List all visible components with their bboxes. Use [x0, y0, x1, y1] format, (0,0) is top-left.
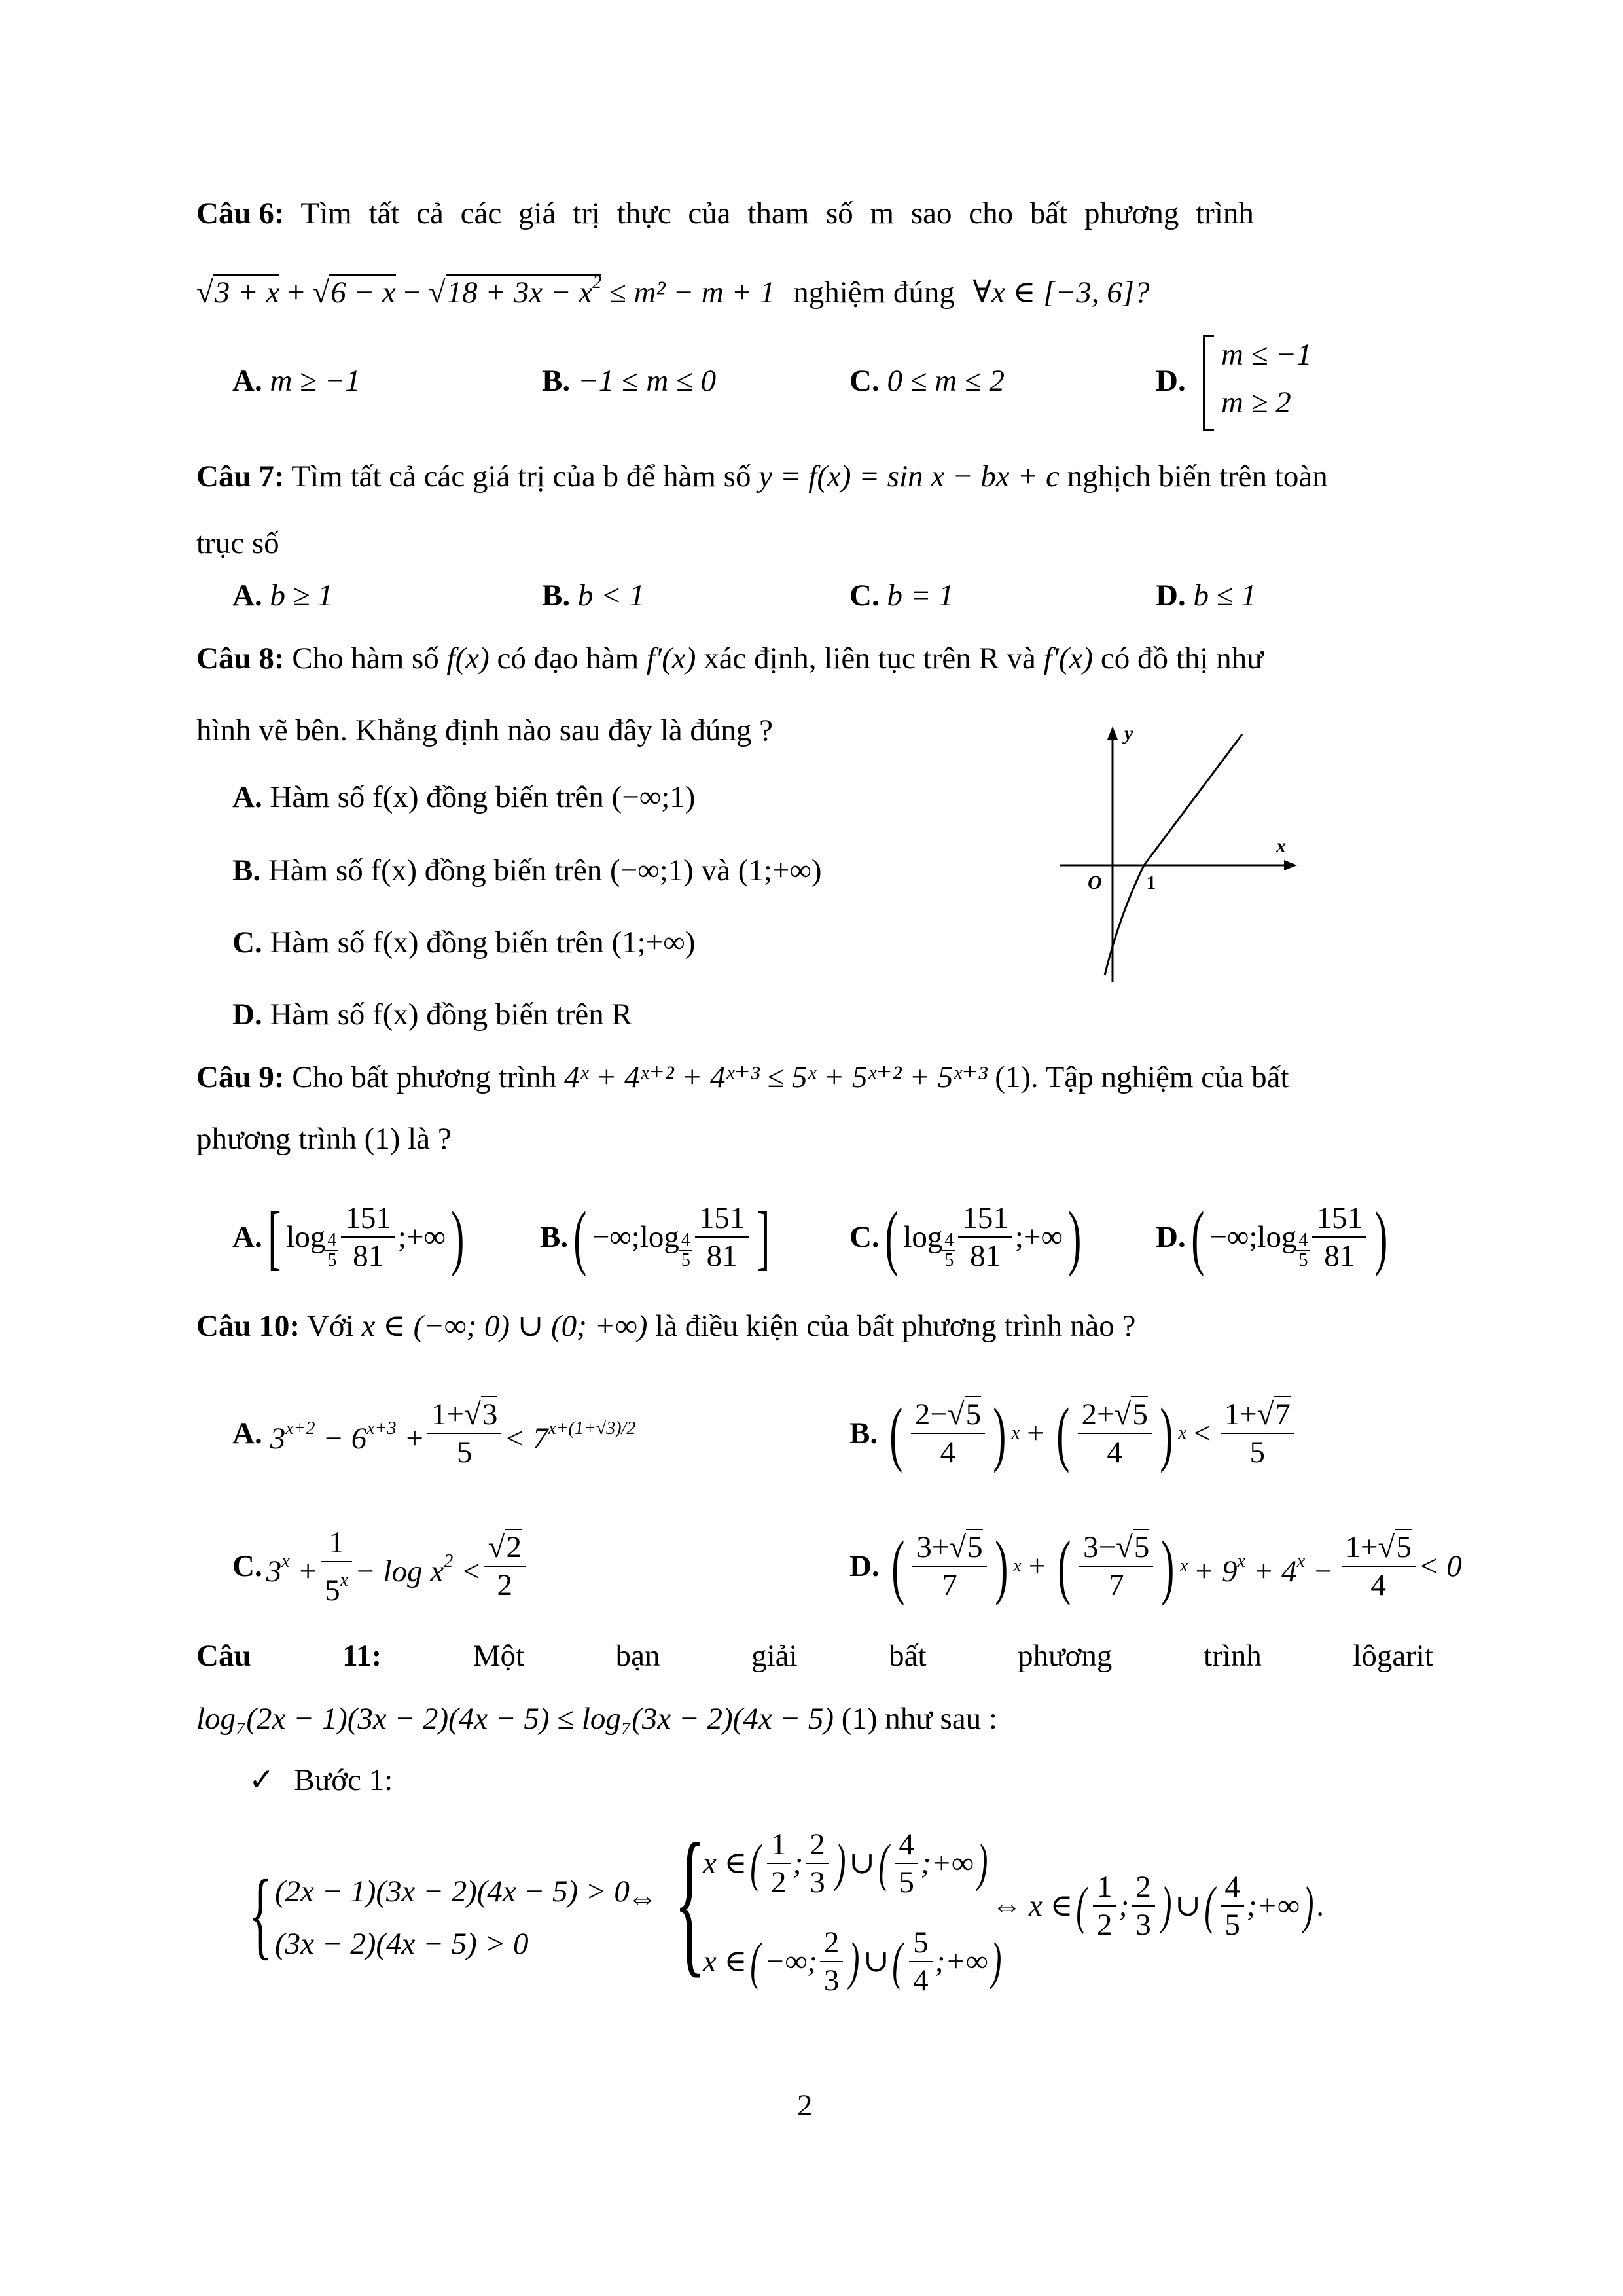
graph-tick-label: 1	[1147, 873, 1156, 893]
q6-sqrt-b: 6 − x	[330, 276, 396, 310]
q6-tail: nghiệm đúng	[793, 276, 955, 310]
q8-option-b: B. Hàm số f(x) đồng biến trên (−∞;1) và (1;+∞)	[232, 853, 822, 888]
graph-x-label: x	[1276, 835, 1286, 857]
q7-line2: trục số	[196, 526, 279, 560]
q6-line1	[196, 194, 1254, 233]
q11-system-2: { x ∈ ( $\frac{1}{2}$ ; $\frac{2}{3}$ ) ∪ ( $\frac{4}{5}$ ;+∞ ) x ∈ ( −∞; $\frac{2}{3}$ ) ∪ ( $\frac{5}{4}$ ;+∞ )	[674, 1810, 1002, 1998]
q8-option-c: C. Hàm số f(x) đồng biến trên (1;+∞)	[232, 925, 696, 960]
q6-label: Câu 6:	[196, 196, 285, 230]
q10-option-c: C. $3^x$ + $\frac{1}{5^x}$ − $\log x^2$ < $\frac{√2}{2}$	[232, 1517, 528, 1615]
q6-option-b: B. −1 ≤ m ≤ 0	[542, 364, 717, 398]
q7-option-a: A. b ≥ 1	[232, 579, 333, 613]
q7-line1: Câu 7: Tìm tất cả các giá trị của b để hàm số y = f(x) = sin x − bx + c nghịch biến trên toàn	[196, 459, 1328, 493]
q6-option-d-line1: m ≤ −1	[1221, 338, 1312, 372]
q6-domain: ∀x ∈ [−3, 6]?	[972, 276, 1150, 310]
graph-x-arrow	[1284, 860, 1297, 870]
q8-line2: hình vẽ bên. Khẳng định nào sau đây là đúng ?	[196, 713, 774, 747]
graph-curve	[1105, 734, 1242, 975]
q10-option-a: A. $3^{x+2} - 6^{x+3}$ + $\frac{1+√3}{5}$ < $7^{x+(1+√3)/2}$	[232, 1397, 636, 1469]
q10-option-d: D. ( $\frac{3+√5}{7}$ ) x + ( $\frac{3-√5}{7}$ ) x + $9^x + 4^x$ − $\frac{1+√5}{4}$ < 0	[849, 1526, 1462, 1606]
q9-option-a: A. [ log 4 5 $\frac{151}{81}$ ;+∞ )	[232, 1197, 465, 1277]
q11-line1: Câu 11: Một bạn giải bất phương trình lôgarit	[196, 1639, 1433, 1673]
graph-y-label: y	[1124, 723, 1133, 744]
q6-text: Tìm tất cả các giá trị thực của tham số m sao cho bất phương trình	[284, 196, 1254, 230]
q6-sqrt-c: $18 + 3x - x^2$	[446, 272, 602, 310]
q6-rhs: ≤ m² − m + 1	[609, 276, 776, 310]
q8-derivative-graph	[1047, 720, 1309, 995]
q6-option-d: D.	[1156, 364, 1186, 398]
q11-step1: ✓ Bước 1:	[249, 1763, 393, 1797]
q9-line2: phương trình (1) là ?	[196, 1122, 452, 1156]
q9-option-c: C. ( log 4 5 $\frac{151}{81}$ ;+∞ )	[849, 1197, 1082, 1277]
q7-function: y = f(x) = sin x − bx + c	[758, 459, 1060, 493]
q11-result: ⇔ x ∈ ( $\frac{1}{2}$ ; $\frac{2}{3}$ ) ∪ ( $\frac{4}{5}$ ;+∞ ) .	[991, 1870, 1325, 1942]
graph-origin-label: O	[1088, 872, 1102, 893]
q6-option-d-bracket	[1203, 335, 1214, 431]
q10-option-b: B. ( $\frac{2-√5}{4}$ ) x + ( $\frac{2+√5}{4}$ ) x < $\frac{1+√7}{5}$	[849, 1384, 1297, 1482]
q6-sqrt-a: 3 + x	[214, 276, 280, 310]
graph-y-arrow	[1107, 726, 1118, 740]
q7-option-d: D. b ≤ 1	[1156, 579, 1257, 613]
q6-inequality: $√3 + x + √6 - x - √18 + 3x - x^2 \le m^2 - m + 1$ nghiệm đúng ∀x ∈ [−3, 6]?	[196, 272, 1150, 310]
q6-option-c: C. 0 ≤ m ≤ 2	[849, 364, 1005, 398]
q9-option-b: B. ( −∞; log 4 5 $\frac{151}{81}$ ]	[540, 1197, 770, 1277]
q8-line1: Câu 8: Cho hàm số f(x) có đạo hàm f′(x) xác định, liên tục trên R và f′(x) có đồ thị như	[196, 641, 1264, 675]
q6-option-d-line2: m ≥ 2	[1221, 386, 1291, 420]
q9-inequality: 4ˣ + 4ˣ⁺² + 4ˣ⁺³ ≤ 5ˣ + 5ˣ⁺² + 5ˣ⁺³	[564, 1060, 988, 1094]
q11-equiv-1: ⇔	[627, 1881, 658, 1915]
q11-line2: log₇(2x − 1)(3x − 2)(4x − 5) ≤ log₇(3x − 2)(4x − 5) (1) như sau :	[196, 1702, 997, 1736]
page-number: 2	[797, 2089, 813, 2123]
q7-option-b: B. b < 1	[542, 579, 645, 613]
q9-line1: Câu 9: Cho bất phương trình 4ˣ + 4ˣ⁺² + 4ˣ⁺³ ≤ 5ˣ + 5ˣ⁺² + 5ˣ⁺³ (1). Tập nghiệm của bất	[196, 1060, 1289, 1094]
q7-option-c: C. b = 1	[849, 579, 954, 613]
q8-option-d: D. Hàm số f(x) đồng biến trên R	[232, 997, 632, 1031]
q10-line1: Câu 10: Với x ∈ (−∞; 0) ∪ (0; +∞) là điều kiện của bất phương trình nào ?	[196, 1309, 1136, 1343]
q9-option-d: D. ( −∞; log 4 5 $\frac{151}{81}$ )	[1156, 1197, 1388, 1277]
q6-option-a: A. m ≥ −1	[232, 364, 361, 398]
check-icon: ✓	[249, 1763, 275, 1797]
q8-option-a: A. Hàm số f(x) đồng biến trên (−∞;1)	[232, 780, 696, 814]
